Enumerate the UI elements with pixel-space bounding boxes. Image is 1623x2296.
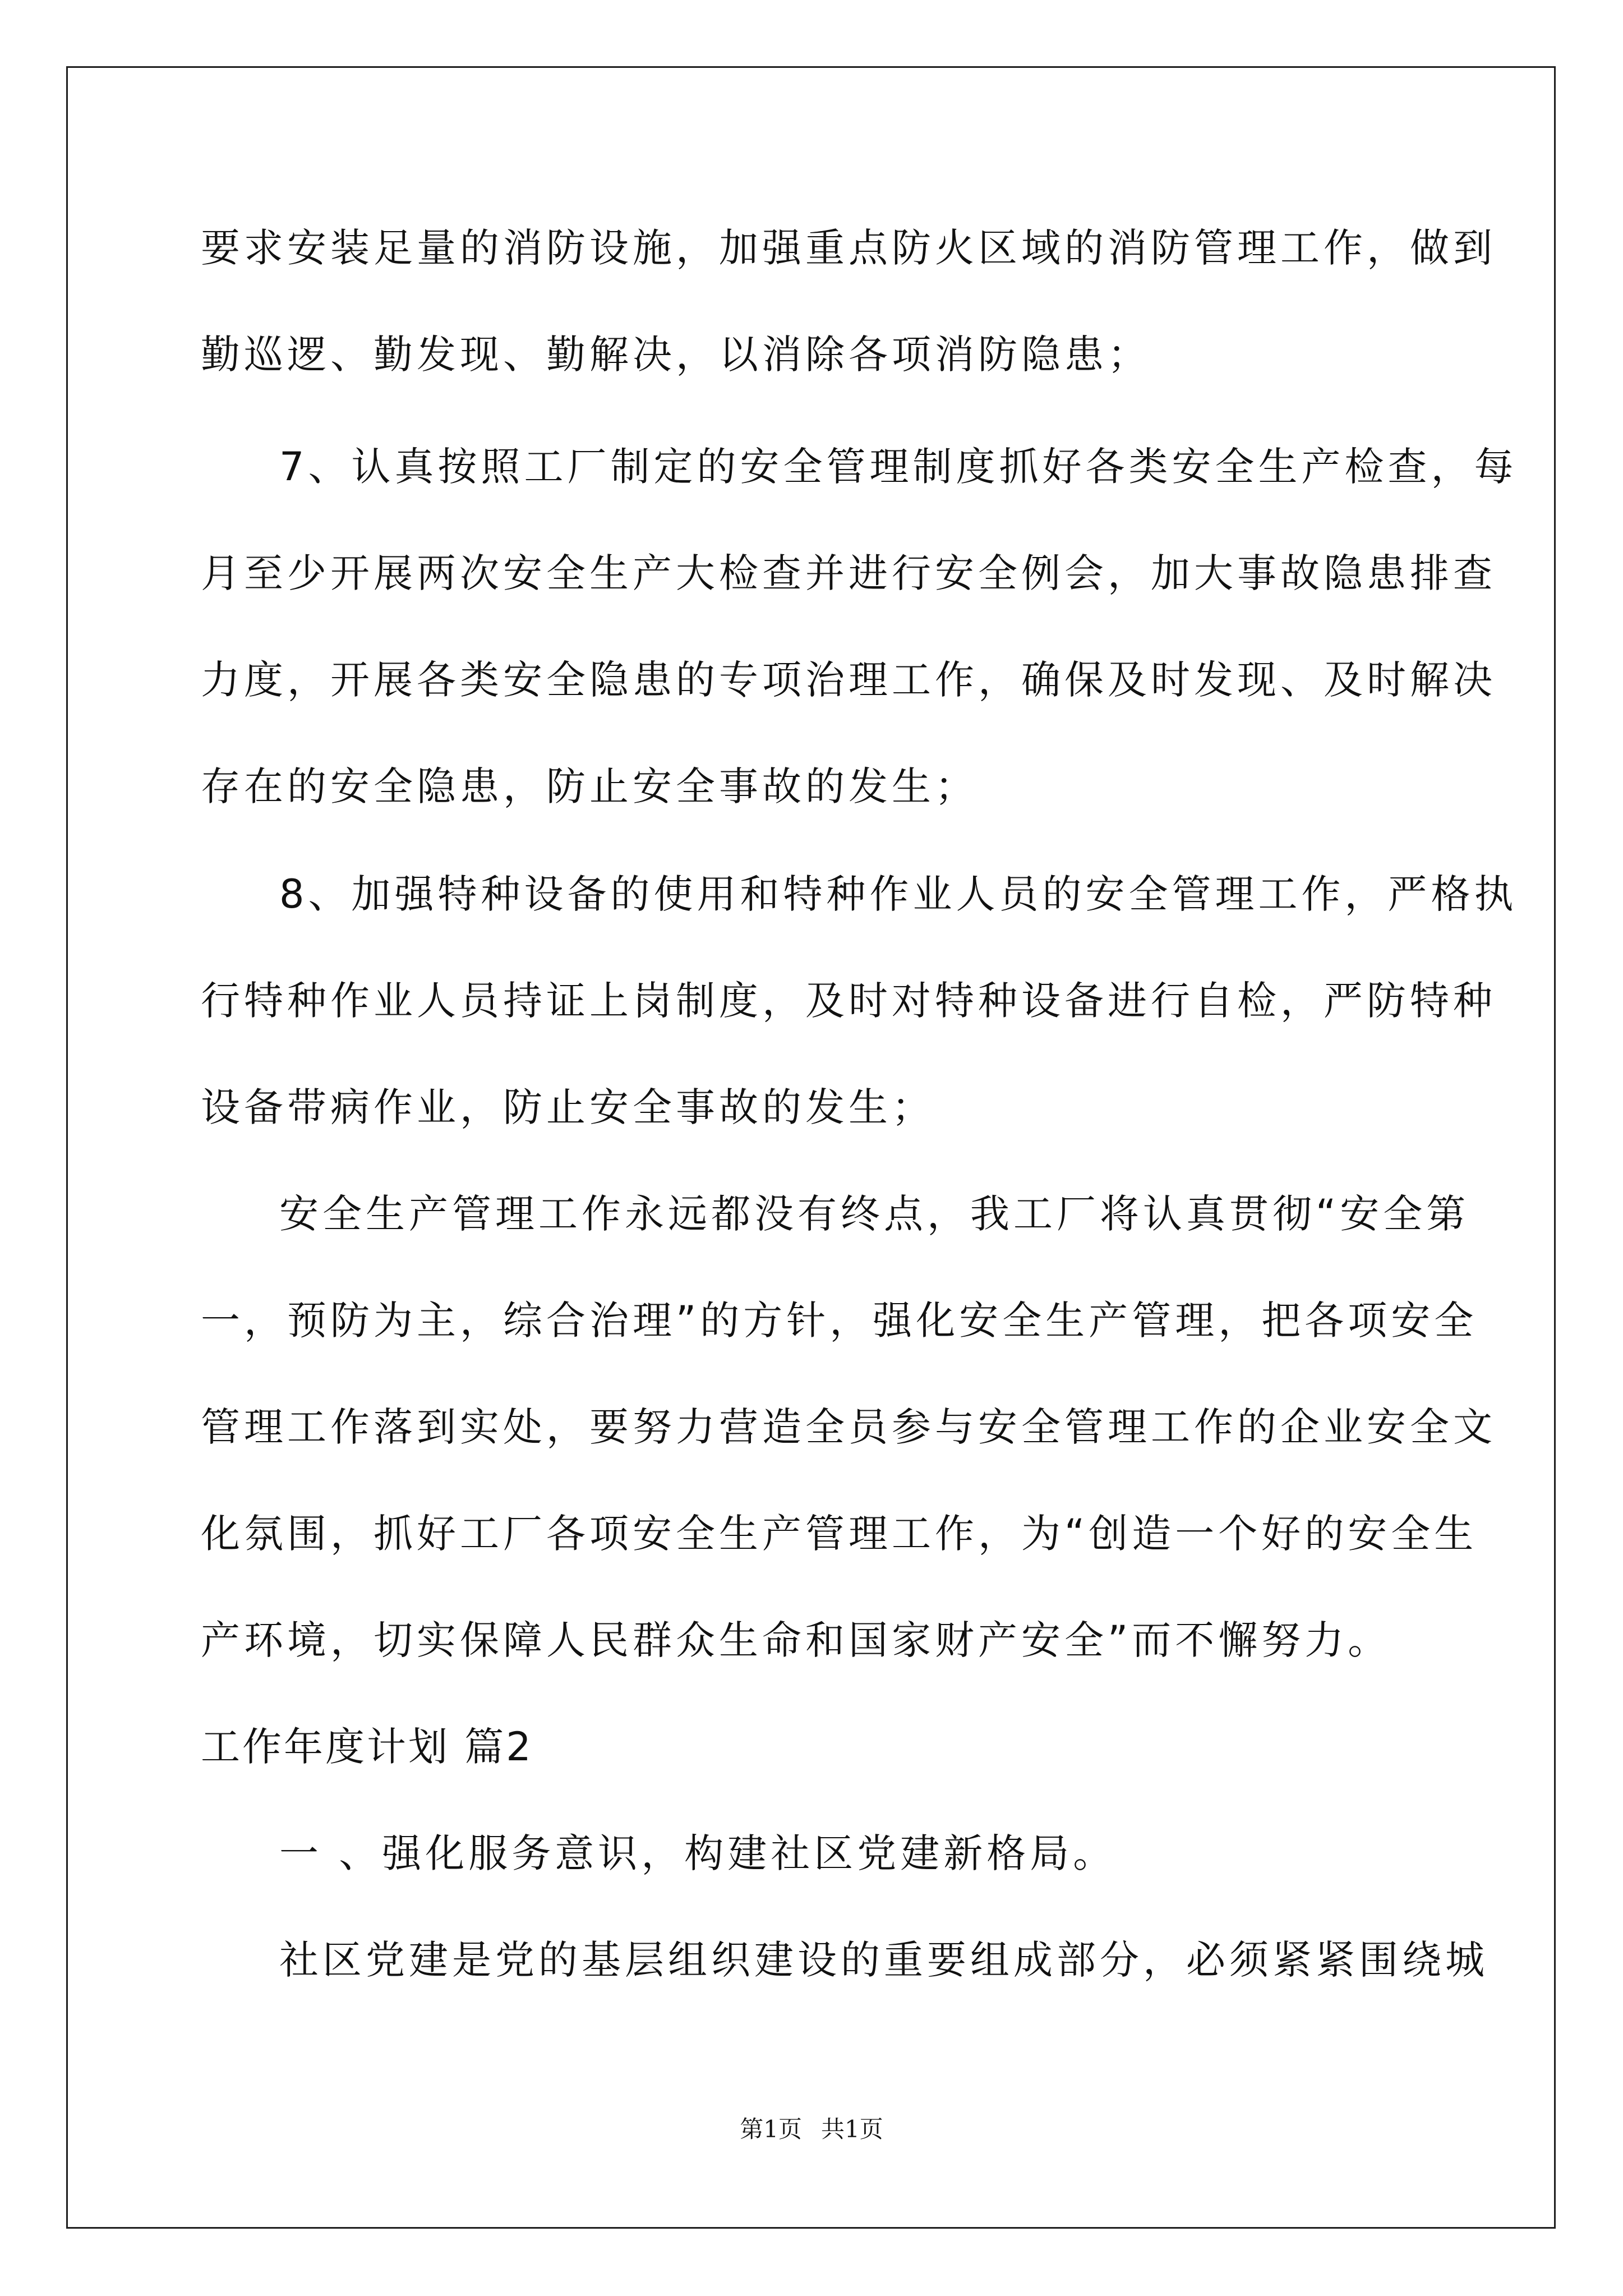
body-line: 存在的安全隐患，防止安全事故的发生； — [201, 763, 978, 809]
paragraph-7-start: 7、认真按照工厂制定的安全管理制度抓好各类安全生产检查，每 — [279, 444, 1518, 490]
page-footer — [0, 2114, 1623, 2145]
section-heading: 工作年度计划 篇2 — [201, 1724, 533, 1770]
body-line: 要求安装足量的消防设施，加强重点防火区域的消防管理工作，做到 — [201, 225, 1496, 271]
body-line: 一，预防为主，综合治理”的方针，强化安全生产管理，把各项安全 — [201, 1297, 1478, 1343]
page-number: 第1页 — [740, 2115, 802, 2143]
body-line: 管理工作落到实处，要努力营造全员参与安全管理工作的企业安全文 — [201, 1404, 1496, 1450]
body-line: 设备带病作业，防止安全事故的发生； — [201, 1084, 935, 1130]
subsection-heading: 一 、强化服务意识，构建社区党建新格局。 — [279, 1830, 1117, 1876]
body-line: 社区党建是党的基层组织建设的重要组成部分，必须紧紧围绕城 — [279, 1937, 1488, 1983]
body-line: 行特种作业人员持证上岗制度，及时对特种设备进行自检，严防特种 — [201, 978, 1496, 1024]
page-border — [66, 66, 1556, 2229]
body-line: 化氛围，抓好工厂各项安全生产管理工作，为“创造一个好的安全生 — [201, 1511, 1478, 1557]
body-line: 月至少开展两次安全生产大检查并进行安全例会，加大事故隐患排查 — [201, 550, 1496, 596]
body-line: 力度，开展各类安全隐患的专项治理工作，确保及时发现、及时解决 — [201, 657, 1496, 703]
page-total: 共1页 — [821, 2115, 883, 2143]
body-line: 产环境，切实保障人民群众生命和国家财产安全”而不懈努力。 — [201, 1617, 1391, 1663]
closing-paragraph-start: 安全生产管理工作永远都没有终点，我工厂将认真贯彻“安全第 — [279, 1191, 1470, 1237]
body-line: 勤巡逻、勤发现、勤解决，以消除各项消防隐患； — [201, 332, 1151, 378]
paragraph-8-start: 8、加强特种设备的使用和特种作业人员的安全管理工作，严格执 — [279, 871, 1518, 917]
